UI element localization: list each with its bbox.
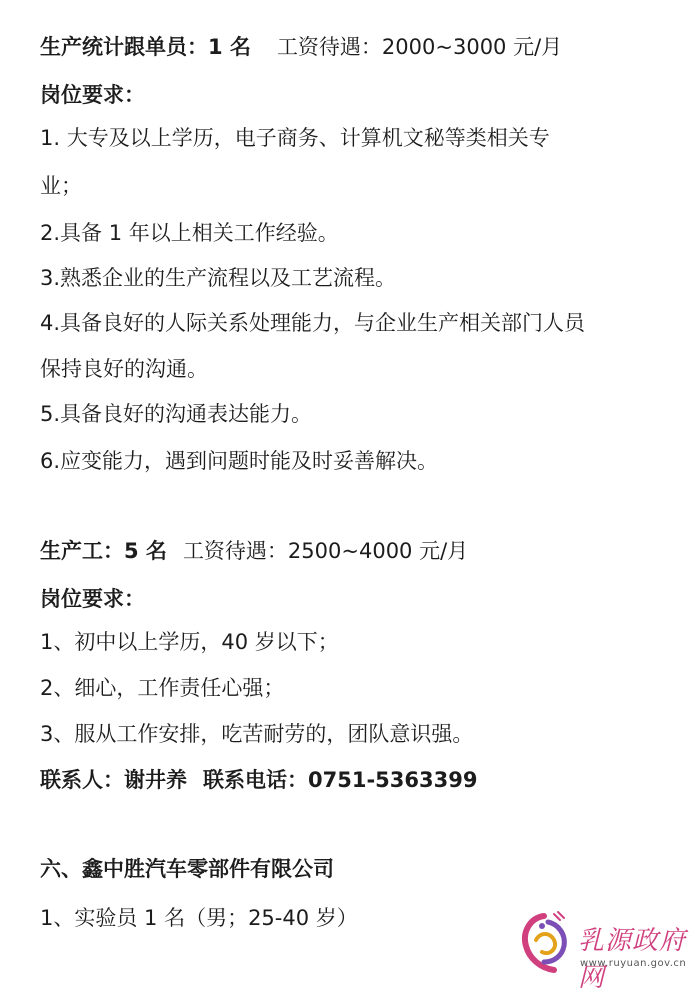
- job1-requirement-1-cont: 业；: [40, 174, 82, 198]
- job1-requirements-heading: 岗位要求：: [40, 83, 145, 107]
- contact-person: 联系人：谢井养: [40, 768, 187, 792]
- job1-requirement-6: 6.应变能力，遇到问题时能及时妥善解决。: [40, 449, 439, 473]
- job2-header-line: [40, 539, 468, 564]
- watermark-url: www.ruyuan.gov.cn: [580, 958, 687, 969]
- watermark-site-name: 乳源政府网: [578, 926, 687, 993]
- job1-salary: 工资待遇：2000~3000 元/月: [276, 35, 563, 59]
- job2-requirement-1: 1、初中以上学历，40 岁以下；: [40, 630, 339, 654]
- job1-requirement-3: 3.熟悉企业的生产流程以及工艺流程。: [40, 266, 397, 290]
- contact-line: [40, 768, 477, 793]
- job2-requirement-2: 2、细心，工作责任心强；: [40, 676, 285, 700]
- job1-requirement-2: 2.具备 1 年以上相关工作经验。: [40, 221, 339, 245]
- site-watermark: [508, 908, 700, 993]
- company6-heading: 六、鑫中胜汽车零部件有限公司: [40, 857, 334, 881]
- job1-requirement-5: 5.具备良好的沟通表达能力。: [40, 402, 313, 426]
- dragon-logo-icon: [514, 910, 574, 976]
- job1-header-line: [40, 35, 562, 60]
- job2-requirements-heading: 岗位要求：: [40, 587, 145, 611]
- job2-salary: 工资待遇：2500~4000 元/月: [182, 539, 469, 563]
- job2-requirement-3: 3、服从工作安排，吃苦耐劳的，团队意识强。: [40, 722, 474, 746]
- job1-requirement-4-cont: 保持良好的沟通。: [40, 357, 208, 381]
- job1-title: 生产统计跟单员：1 名: [40, 35, 251, 59]
- contact-phone: 联系电话：0751-5363399: [203, 768, 478, 792]
- job1-requirement-1: 1. 大专及以上学历，电子商务、计算机文秘等类相关专: [40, 126, 550, 150]
- job2-title: 生产工：5 名: [40, 539, 167, 563]
- job1-requirement-4: 4.具备良好的人际关系处理能力，与企业生产相关部门人员: [40, 311, 586, 335]
- company6-item-1: 1、实验员 1 名（男；25-40 岁）: [40, 906, 358, 930]
